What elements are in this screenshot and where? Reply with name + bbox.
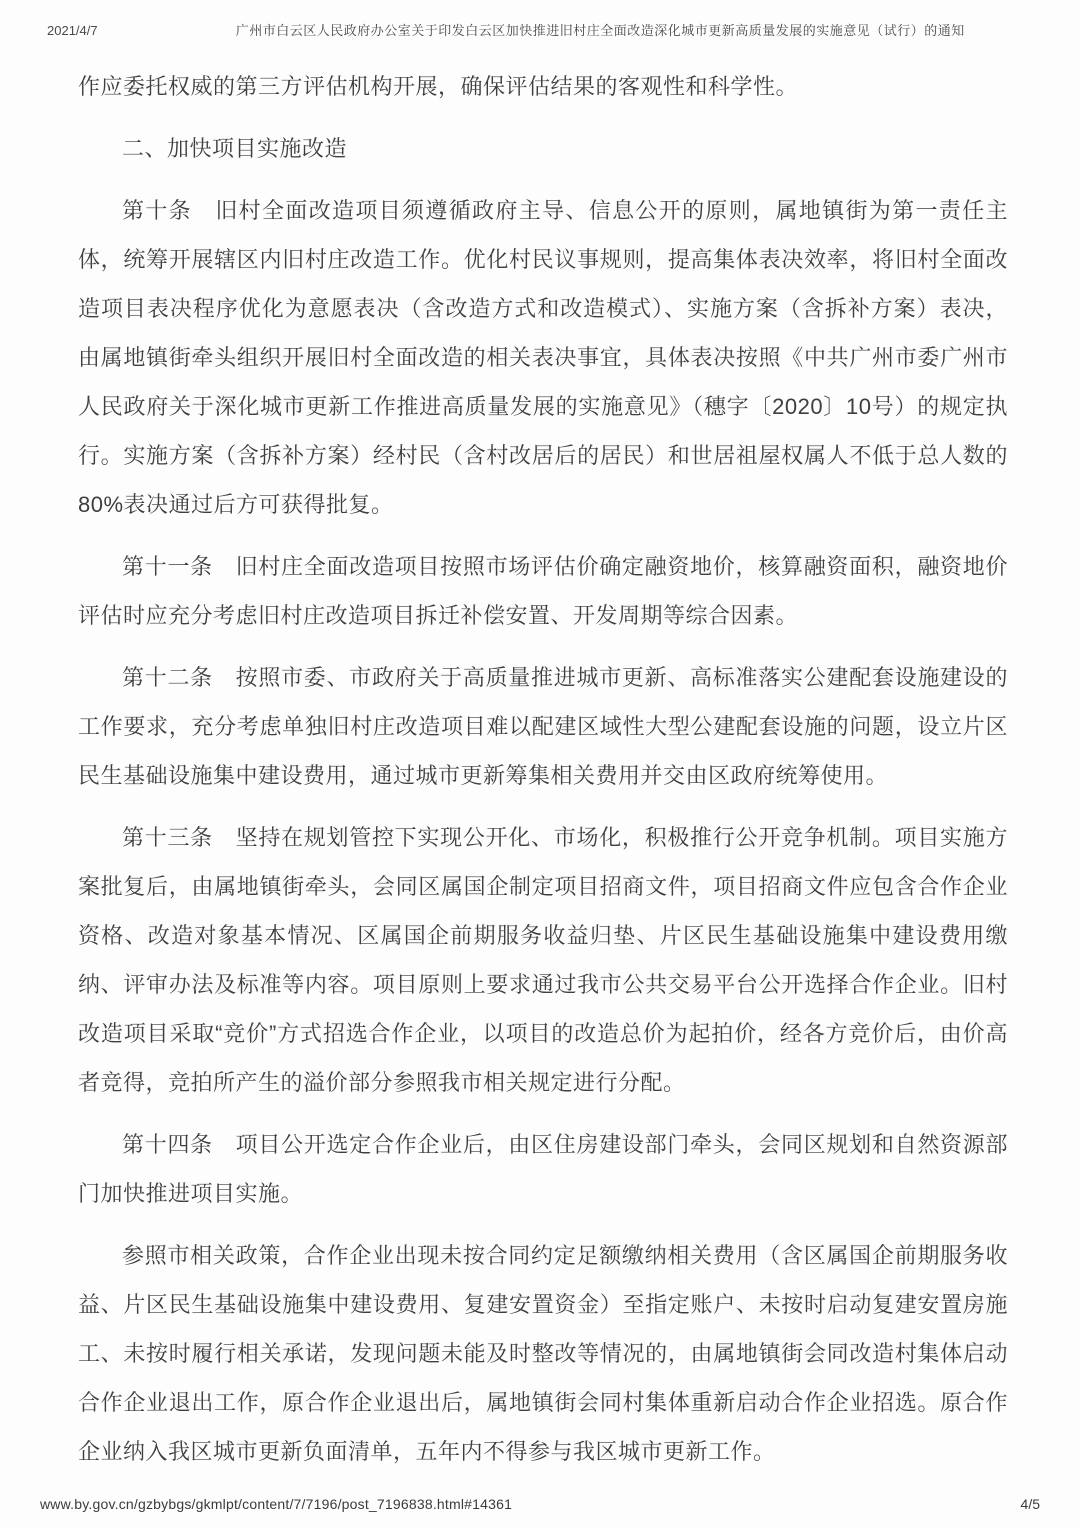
page-number: 4/5: [1020, 1496, 1040, 1512]
paragraph: 第十四条 项目公开选定合作企业后，由区住房建设部门牵头，会同区规划和自然资源部门加快推进项目实施。: [78, 1132, 1008, 1206]
print-header: [47, 22, 1033, 40]
paragraph: 第十二条 按照市委、市政府关于高质量推进城市更新、高标准落实公建配套设施建设的工作要求，充分考虑单独旧村庄改造项目难以配建区域性大型公建配套设施的问题，设立片区民生基础设施集中建设费用，通过城市更新筹集相关费用并交由区政府统筹使用。: [78, 665, 1008, 788]
paragraph: 二、加快项目实施改造: [122, 136, 348, 161]
document-body: [78, 62, 1008, 1489]
paragraph: 第十一条 旧村庄全面改造项目按照市场评估价确定融资地价，核算融资面积，融资地价评估时应充分考虑旧村庄改造项目拆迁补偿安置、开发周期等综合因素。: [78, 554, 1008, 628]
paragraph: 第十三条 坚持在规划管控下实现公开化、市场化，积极推行公开竞争机制。项目实施方案批复后，由属地镇街牵头，会同区属国企制定项目招商文件，项目招商文件应包含合作企业资格、改造对象基本情况、区属国企前期服务收益归垫、片区民生基础设施集中建设费用缴纳、评审办法及标准等内容。项目原则上要求通过我市公共交易平台公开选择合作企业。旧村改造项目采取“竞价”方式招选合作企业，以项目的改造总价为起拍价，经各方竞价后，由价高者竞得，竞拍所产生的溢价部分参照我市相关规定进行分配。: [78, 825, 1008, 1095]
print-footer: [40, 1496, 1040, 1512]
paragraph: 第十条 旧村全面改造项目须遵循政府主导、信息公开的原则，属地镇街为第一责任主体，统筹开展辖区内旧村庄改造工作。优化村民议事规则，提高集体表决效率，将旧村全面改造项目表决程序优化为意愿表决（含改造方式和改造模式）、实施方案（含拆补方案）表决，由属地镇街牵头组织开展旧村全面改造的相关表决事宜，具体表决按照《中共广州市委广州市人民政府关于深化城市更新工作推进高质量发展的实施意见》（穗字〔2020〕10号）的规定执行。实施方案（含拆补方案）经村民（含村改居后的居民）和世居祖屋权属人不低于总人数的80%表决通过后方可获得批复。: [78, 198, 1008, 517]
document-title: 广州市白云区人民政府办公室关于印发白云区加快推进旧村庄全面改造深化城市更新高质量发展的实施意见（试行）的通知: [235, 23, 965, 38]
paragraph: 作应委托权威的第三方评估机构开展，确保评估结果的客观性和科学性。: [78, 74, 799, 99]
paragraph: 参照市相关政策，合作企业出现未按合同约定足额缴纳相关费用（含区属国企前期服务收益、片区民生基础设施集中建设费用、复建安置资金）至指定账户、未按时启动复建安置房施工、未按时履行相关承诺，发现问题未能及时整改等情况的，由属地镇街会同改造村集体启动合作企业退出工作，原合作企业退出后，属地镇街会同村集体重新启动合作企业招选。原合作企业纳入我区城市更新负面清单，五年内不得参与我区城市更新工作。: [78, 1243, 1008, 1464]
source-url: www.by.gov.cn/gzbybgs/gkmlpt/content/7/7196/post_7196838.html#14361: [40, 1496, 513, 1512]
print-date: 2021/4/7: [47, 23, 98, 38]
